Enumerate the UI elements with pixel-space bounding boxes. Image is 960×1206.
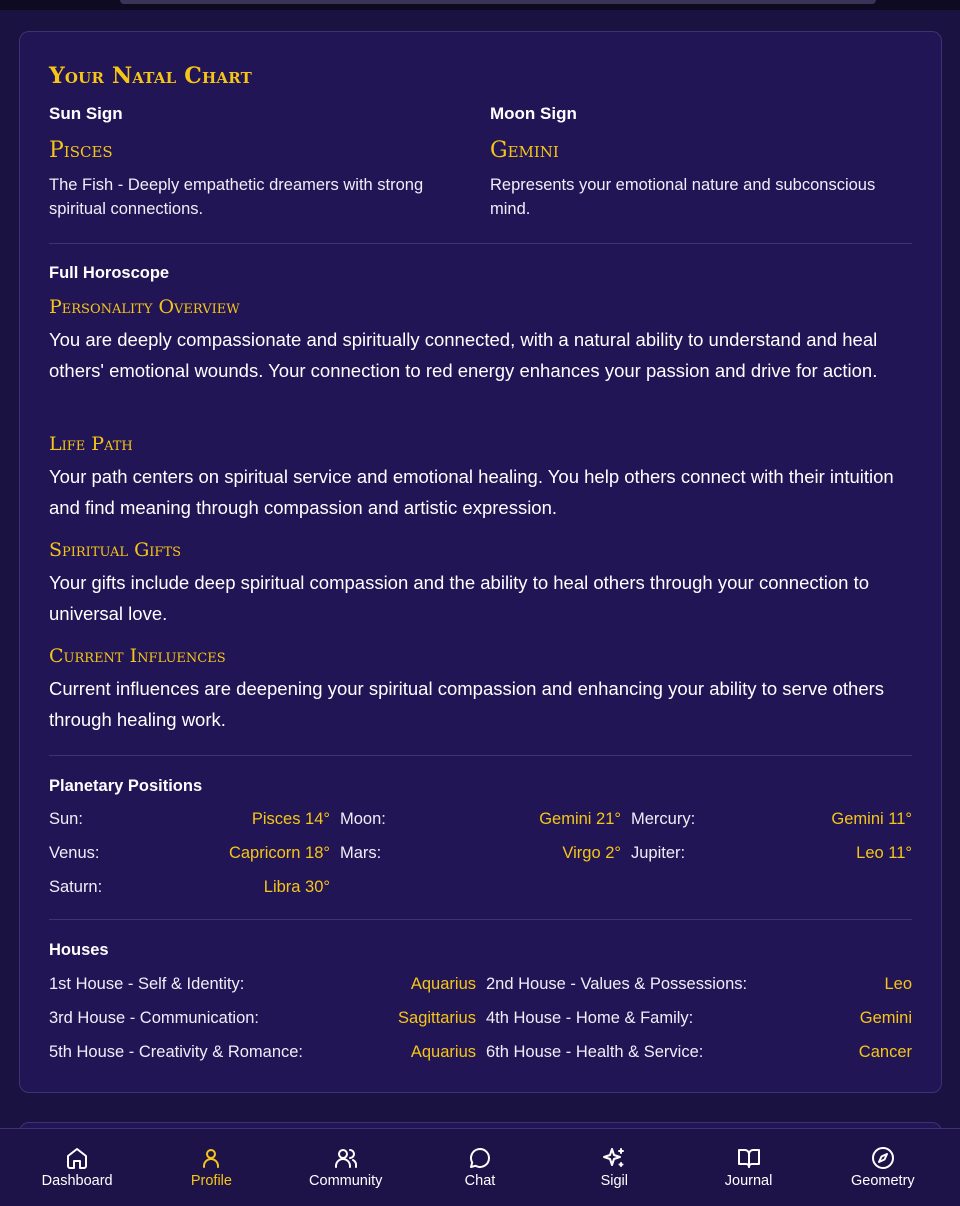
house-key: 2nd House - Values & Possessions: xyxy=(486,974,748,993)
nav-label: Chat xyxy=(464,1173,496,1189)
full-horoscope-label: Full Horoscope xyxy=(49,264,170,282)
planet-key: Venus: xyxy=(49,843,100,862)
nav-item-journal[interactable] xyxy=(689,1146,809,1189)
nav-label: Profile xyxy=(190,1173,232,1189)
nav-item-profile[interactable] xyxy=(151,1146,271,1189)
horoscope-section-personality xyxy=(49,296,919,386)
sparkles-icon xyxy=(602,1146,626,1170)
natal-chart-card xyxy=(19,31,942,1093)
sun-sign-block xyxy=(49,104,469,221)
divider xyxy=(49,919,912,920)
moon-sign-label: Moon Sign xyxy=(490,104,577,123)
house-item xyxy=(49,1043,486,1062)
planet-key: Mercury: xyxy=(631,809,696,828)
horoscope-section-life-path xyxy=(49,433,919,523)
nav-label: Geometry xyxy=(850,1173,915,1189)
house-item xyxy=(486,1043,912,1062)
horoscope-text: Current influences are deepening your spiritual compassion and enhancing your ability to serve others through healing work. xyxy=(49,678,885,730)
book-open-icon xyxy=(737,1146,761,1170)
planet-value: Capricorn 18° xyxy=(228,843,330,862)
user-icon xyxy=(199,1146,223,1170)
compass-icon xyxy=(871,1146,895,1170)
house-item xyxy=(49,975,486,994)
planet-value: Virgo 2° xyxy=(562,843,621,862)
house-value: Gemini xyxy=(859,1008,912,1027)
planet-value: Leo 11° xyxy=(856,843,912,862)
house-row xyxy=(49,1035,912,1069)
card-title: Your Natal Chart xyxy=(49,63,252,89)
planet-item-jupiter xyxy=(631,844,912,863)
planet-item-venus xyxy=(49,844,340,863)
top-bar xyxy=(0,0,960,10)
house-item xyxy=(49,1009,486,1028)
horoscope-text: Your gifts include deep spiritual compassion and the ability to heal others through your connection to universal love. xyxy=(49,572,869,624)
house-row xyxy=(49,1001,912,1035)
house-key: 3rd House - Communication: xyxy=(49,1008,260,1027)
sun-sign-description: The Fish - Deeply empathetic dreamers with strong spiritual connections. xyxy=(49,176,424,218)
planet-key: Moon: xyxy=(340,809,386,828)
planet-item-mars xyxy=(340,844,631,863)
users-icon xyxy=(334,1146,358,1170)
horoscope-section-spiritual-gifts xyxy=(49,539,919,629)
house-value: Sagittarius xyxy=(398,1008,476,1027)
planet-value: Pisces 14° xyxy=(251,809,330,828)
nav-item-sigil[interactable] xyxy=(554,1146,674,1189)
planetary-positions-label: Planetary Positions xyxy=(49,777,203,795)
horoscope-heading: Current Influences xyxy=(49,645,226,667)
planet-key: Saturn: xyxy=(49,877,103,896)
house-value: Leo xyxy=(884,974,912,993)
planet-item-moon xyxy=(340,810,631,829)
horoscope-heading: Spiritual Gifts xyxy=(49,539,182,561)
nav-label: Dashboard xyxy=(41,1173,113,1189)
nav-item-chat[interactable] xyxy=(420,1146,540,1189)
sun-sign-name: Pisces xyxy=(49,138,113,163)
planet-key: Sun: xyxy=(49,809,83,828)
planet-item-sun xyxy=(49,810,340,829)
planet-grid xyxy=(49,802,912,904)
planet-key: Jupiter: xyxy=(631,843,686,862)
planet-key: Mars: xyxy=(340,843,382,862)
divider xyxy=(49,755,912,756)
house-key: 4th House - Home & Family: xyxy=(486,1008,694,1027)
moon-sign-name: Gemini xyxy=(490,138,559,163)
horoscope-section-current-influences xyxy=(49,645,919,735)
moon-sign-block xyxy=(490,104,910,221)
home-icon xyxy=(65,1146,89,1170)
horoscope-heading: Personality Overview xyxy=(49,296,240,318)
nav-label: Sigil xyxy=(600,1173,628,1189)
moon-sign-description: Represents your emotional nature and subconscious mind. xyxy=(490,176,876,218)
divider xyxy=(49,243,912,244)
planet-value: Libra 30° xyxy=(263,877,330,896)
sun-sign-label: Sun Sign xyxy=(49,104,123,123)
house-item xyxy=(486,975,912,994)
planet-row xyxy=(49,836,912,870)
house-key: 5th House - Creativity & Romance: xyxy=(49,1042,304,1061)
house-value: Cancer xyxy=(858,1042,912,1061)
house-key: 6th House - Health & Service: xyxy=(486,1042,704,1061)
bottom-nav xyxy=(0,1128,960,1206)
chat-bubble-icon xyxy=(468,1146,492,1170)
horoscope-text: Your path centers on spiritual service and emotional healing. You help others connect with their intuition and find meaning through compassion and artistic expression. xyxy=(49,466,894,518)
house-row xyxy=(49,967,912,1001)
nav-item-geometry[interactable] xyxy=(823,1146,943,1189)
top-search-bar-edge xyxy=(120,0,876,4)
planet-value: Gemini 11° xyxy=(831,809,912,828)
nav-item-dashboard[interactable] xyxy=(17,1146,137,1189)
house-grid xyxy=(49,967,912,1069)
house-value: Aquarius xyxy=(410,1042,476,1061)
planet-row xyxy=(49,802,912,836)
horoscope-heading: Life Path xyxy=(49,433,133,455)
house-value: Aquarius xyxy=(410,974,476,993)
houses-label: Houses xyxy=(49,941,109,959)
nav-label: Community xyxy=(309,1173,383,1189)
planet-item-saturn xyxy=(49,878,330,897)
planet-value: Gemini 21° xyxy=(539,809,621,828)
planet-row xyxy=(49,870,912,904)
horoscope-text: You are deeply compassionate and spiritually connected, with a natural ability to understand and heal others' emotional wounds. Your connection to red energy enhances your passion and drive for action. xyxy=(49,329,878,381)
house-key: 1st House - Self & Identity: xyxy=(49,974,245,993)
nav-label: Journal xyxy=(724,1173,773,1189)
planet-item-mercury xyxy=(631,810,912,829)
nav-item-community[interactable] xyxy=(286,1146,406,1189)
house-item xyxy=(486,1009,912,1028)
